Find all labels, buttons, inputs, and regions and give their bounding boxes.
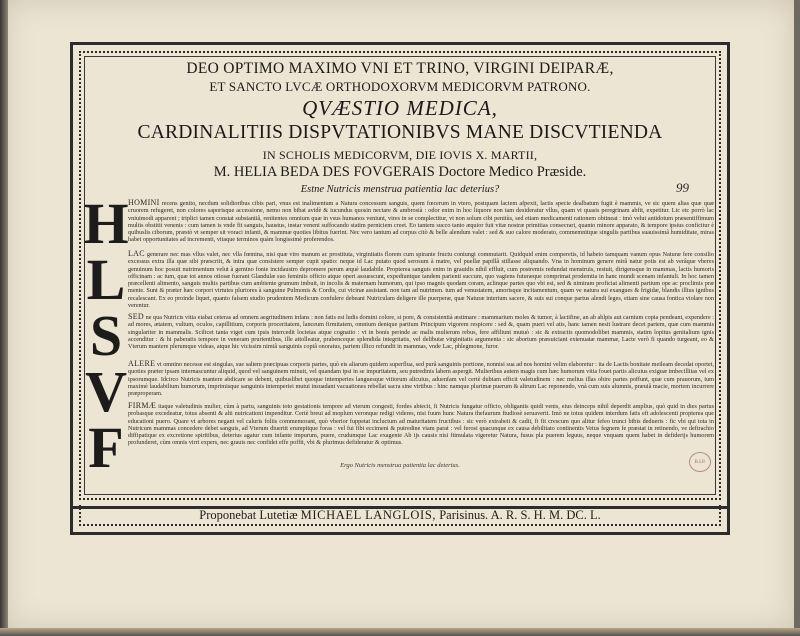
presider-line: M. HELIA BEDA DES FOVGERAIS Doctore Medico Præside.	[213, 164, 587, 180]
dedication-line-1: DEO OPTIMO MAXIMO VNI ET TRINO, VIRGINI DEIPARÆ,	[186, 60, 614, 77]
paragraph-text: itaque valetudinis mulier, cùm à partu, sanguinis toto gestationis tempore ad vterum congesti, fordes abiecit, fi Nutricis fungatur officio, obligantis quidi venis, eius deinceps nihil deperdit amplius, quò quid in dies partus probasque excedeatur, totus absenti & alti nutricationi impenditur. Certè breui ad moplum veronque redigi videres, nisi fuum hunc Natura thefaurum ftudiosè seruaverit. Imò ne totus quidem interdum fatis eft adolescenti propterea que educationi puero. Quare vt arbores negant vel caluris foliis commemorant, quò vberior fuppetat incluctum ad maturitatem fructibus : sic verò extrabeit & cadit, fi fit crescum quo alitur fefeo trunci bibis dedueris : fic vbi qui tota in Nutricum mammas concedere debet sanguis, ad Vterum diuertit erumpitque foras : vel fui fibi eccimeni & putredine viam parat : vel ferosi quacunque ex causa debilitato continentis Vetus fegnem fe præstat in retinendo, ve deftrachio diffipatique ex excretione spiritibus, deterius agatur cum infante impurum, puere, crudumque Lac exagente Ab ijs causis nisi ftimulata vigeretur Natura, fusus pla puerem leguus, neque vnquam quem habet in defiderijs humorem profunderet, cùm omnis virri expers, nec grauis nec confidet effe poffit, vbi & plurimus defideratur & optimus.	[128, 403, 714, 447]
imprint-prefix: Proponebat Lutetiæ	[199, 508, 298, 522]
initial-letter: L	[86, 247, 126, 312]
initial-letter: V	[85, 359, 127, 424]
acrostic-initials	[83, 191, 129, 480]
paragraph-3	[128, 313, 714, 355]
binding-edge	[0, 0, 8, 636]
paragraph-text: vt omnino necesse est singulas, sue saltem præcipuas corporis partes, quò eis aliarum quidem superflua, sed purâ sanguinis portione, nonnisi sua ad nos homini velim elaboretur : ita de Lactis bonitate meileam decedat oportet, quoties præter ipsam internascuntur aliquid, quod vel sanguinem minuit, vel quandam ipsi in se impuritatem, seu putredinis labem aspergit. Mulieribus autem magis cum hæc humorum vitia fouet partis alicuius exiguæ imbecillitas vel ex ipsorumque. Idcirco Nutricis mantere abdicare se debent, quibuslibet quoque intemperies languesque vitiorum alicuius, aduenfam vel certè dubiam efficit valetudinem : nec melius illas obire partes poffunt, quæ cum prauorum, tum maximè laudabilium humorum, imprimisque sanguinis intemperiei mutui insuadant vacuationes rebellat sacra sine virtibus : hinc namque plurimæ puerum & altrum Lac reponendo, vnà cum suis alumnis, præuiâ macie, mortem incurrere præproperam.	[128, 361, 714, 397]
venue-line: IN SCHOLIS MEDICORVM, DIE IOVIS X. MARTII,	[262, 148, 538, 162]
paragraph-1	[128, 199, 714, 243]
paragraph-lead: HOMINI	[128, 199, 160, 207]
imprint-line	[90, 508, 710, 523]
paragraph-text: ne qua Nutricis vitia eiabat ceteras ad omnem aegritudinem infans : non fatis est ludis domini colore, si pore, & consistentià æstimare : mammarium moles & tumor, à lactifine, an ab ablpis aut carnium copia pendeant, expendere : ad mores, ætatem, vultum, oculos, capillitium, corporis proceritatem, lanceum firmitatem, omnium denique partium Principum vigorem respicere : sed &, quam pueri vel atis, hanc tamen nesit lustrare decet partem, quæ cum mammis singulariter in mammalis. Scilicet tanta viget cum ipsis intercedit locietas atque cognatio : vt in bonis perinde ac malis mulierum rebus, fere affiliunt mutuò : sic & extractis quomodolibet mammis, statim lopitus genitalium ignis accenditur : & hi paberatis tempore in veneram prurientibus, ille attolleatur, prabenceque splendida integritatis, vel delibutæ virginitatis argumenta : sic abortum præsuiciant extenuatæ mammæ, Lacte verò fi quando turgeant, eo & Vterum mantere plerumque videas, atque hic vicissim nimiâ sanguinis copiâ onoratus, partem illico refundit in mammas, vnde Lac, phlegmone, furor.	[128, 314, 714, 351]
paragraph-text: generare nec mas vllus valet, nec vlla fœmina, nisi quæ viro manum ac prostituta, virginitatis florem cum spirante fructu coniungi commutarit. Quidquid enim comperetis, id habeto tamquam vanum opus Naturæ fere consilio excessus extra illa quæ sibi præscriit, & intra quæ consistere semper cupit spatio: neque id Lac putato quod serosum à matre, vel puellæ papillâ stillasse aliquando. Vna in hominum genere mirâ natur potis est ab verâque vberes genuinum hoc posuit nutrimentum velut à gemino fonte incidaustro depromere perum æquè laudabile. Propterea sanguis enim in grauidis nihil effluit, cum postremis redundat menstruis, restuit, dirigensque in mammas, lactis humoris officinam : ac tum, quæ tot annos otiosæ fuerant Glandulæ suo feminiis officio atque operi assuescunt, expediuntque tandem parienti succum, quo vagiens futuræque comprimat prodemtia in hanc mundi scenam infantuli. In hoc tamen præcellenti alimento, sanguis multis partibus cum ambiente grumum imbuit, in incolis & maternam humorum, qui ipso magnis quodam coram, aclinque partes quo vbi est, sed & nimiram proficiat alimenti partium ope ac proclimis præ mente. Sunt & præter hæc corpori virtutes pluriores à sanguine Pulmonis & Cordis, cui vicinæ assistant. non tam ad nutrimen. tum ad venustatem, amorisque incitamentum, quam ve natura sui exangues & frigidæ, blandis illius ignibus recalescant. Ex eo proinde liquet, quanto falsem studio prudentem Medicum confulere debeant Nutriculam deligere ille puerperæ, quæ Naturæ interium sacere, & suis sui conque partus alendi leges, etiam sine causa fontica violare non verentur.	[128, 251, 714, 308]
paragraph-2	[128, 250, 714, 308]
page-bottom-edge	[0, 628, 800, 636]
library-stamp: B.I.P.	[689, 452, 711, 472]
genre-title: QVÆSTIO MEDICA,	[302, 96, 498, 120]
paragraph-lead: SED	[128, 313, 145, 321]
question-line: Estne Nutricis menstrua patientia lac deterius?	[300, 184, 500, 195]
subtitle: CARDINALITIIS DISPVTATIONIBVS MANE DISCVTIENDA	[137, 122, 663, 143]
paragraph-4	[128, 360, 714, 397]
paragraph-lead: LAC	[128, 250, 145, 258]
paragraph-text: recens genito, necdum solidioribus cibis pari, vnus est inalimentum a Natura concessum sanguis, quem fœcerum in vtero, postquam lactem afpexit, lactis specie dealbatum fugit è mammis, ve sic quem alias quæ quæ cruorem refugeret, non colores saporisque accessione, nemo non bibat avidè & iucundus quosin nectare & ambrosià : odor enim in hoc liquore non tam desideratur vllus, quam vt quasis peregrinam abfit, expetitur. Lic etc porrò lac vniuimodi apparent ; triplici tamen constat substantiâ, renitentes omnium quæ in vsus humanos veniunt, vires in se complectitur, vt non solum cibi penitùs, sed etiam medicamenti rationem obtineat : imò velut antidotum præsentiffimum multis obstitit venenis : cum tamen is vnde fit sanguis, haustus, instar veneni suffocando statim perniciem creet. Eo tantem succo tanto æquior fuit vitæ nostræ primitias consecrari, quanto minore apparato, & tempore ipsius conficitur è quibuslis ciborum, præstò vt semper sit voraci infanti, & mammæ quoties libitus fuerint. Nec vero tantum ad corpus citò & belle alendum valet : sed & suo calore moderato, commemnitque singulis partibus suauissimâ humiditate, miras habet opportunitates ad incrementi, vitaque terminos quàm longissimè proferendos.	[128, 200, 714, 243]
paragraph-lead: ALERE	[128, 360, 156, 368]
paragraph-5	[128, 402, 714, 458]
initial-letter: F	[88, 415, 124, 480]
initial-letter: S	[89, 303, 123, 368]
folio-number: 99	[676, 180, 689, 195]
dedication-line-2: ET SANCTO LVCÆ ORTHODOXORVM MEDICORVM PATRONO.	[209, 79, 591, 94]
initial-letter: H	[83, 191, 129, 256]
imprint-author: MICHAEL LANGLOIS,	[300, 508, 437, 522]
paragraph-lead: FIRMÆ	[128, 402, 157, 410]
imprint-suffix: Parisinus. A. R. S. H. M. DC. L.	[439, 508, 601, 522]
conclusion-line: Ergo Nutricis menstrua patientia lac deterius.	[340, 462, 460, 469]
